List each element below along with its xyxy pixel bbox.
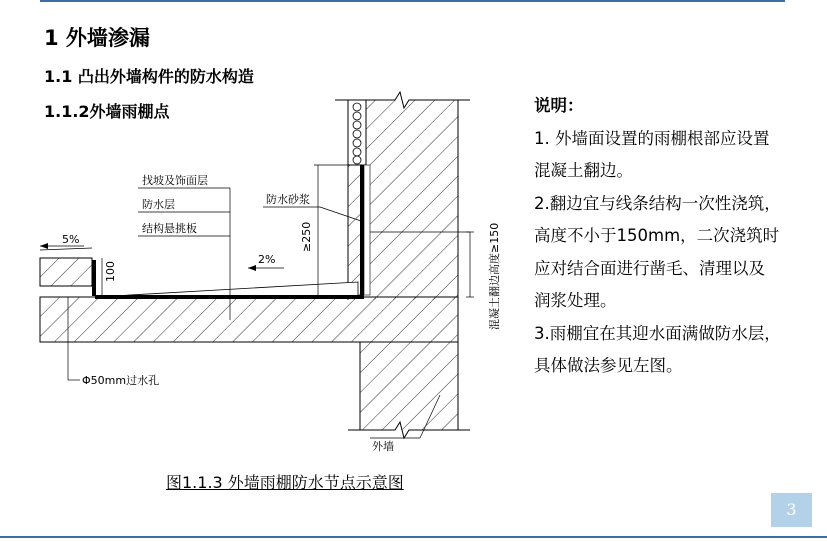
waterproof-mortar-strip — [364, 165, 370, 295]
label-waterproof-layer: 防水层 — [142, 198, 175, 211]
notes-panel — [534, 90, 814, 383]
label-curb-height: 混凝土翻边高度≥150 — [488, 222, 501, 330]
label-height-100: 100 — [104, 261, 117, 282]
section-heading: 1.1 凸出外墙构件的防水构造 — [44, 67, 254, 86]
label-slope-2pct: 2% — [258, 253, 276, 266]
label-slope-layer: 找坡及饰面层 — [142, 174, 208, 187]
notes-line: 高度不小于150mm，二次浇筑时 — [534, 226, 780, 245]
notes-line: 3.雨棚宜在其迎水面满做防水层， — [534, 323, 781, 343]
label-drain-hole: Φ50mm过水孔 — [82, 374, 160, 387]
bottom-accent-bar — [0, 536, 827, 538]
notes-line: 1. 外墙面设置的雨棚根部应设置 — [534, 128, 770, 148]
drain-curb — [40, 248, 102, 297]
notes-line: 具体做法参见左图。 — [534, 356, 683, 375]
insulation-layer — [348, 100, 366, 165]
cantilever-slab — [40, 297, 458, 342]
notes-line: 混凝土翻边。 — [534, 161, 633, 180]
waterproof-layer-line — [95, 165, 362, 297]
notes-line: 应对结合面进行凿毛、清理以及 — [534, 258, 765, 278]
label-slope-5pct: 5% — [62, 233, 80, 246]
height-250-dimension — [314, 165, 350, 297]
exterior-wall-lower — [348, 342, 470, 438]
notes-line: 润浆处理。 — [534, 291, 617, 310]
slope-finish-layer — [95, 282, 358, 297]
page-number-badge: 3 — [771, 493, 812, 527]
label-waterproof-mortar: 防水砂浆 — [266, 193, 310, 206]
notes-line: 2.翻边宜与线条结构一次性浇筑， — [534, 193, 781, 213]
page-title: 1 外墙渗漏 — [44, 26, 150, 50]
label-exterior-wall: 外墙 — [372, 440, 394, 453]
figure-caption: 图1.1.3 外墙雨棚防水节点示意图 — [166, 473, 404, 492]
subsection-heading: 1.1.2外墙雨棚点 — [44, 102, 170, 121]
label-cantilever-slab: 结构悬挑板 — [142, 222, 197, 235]
notes-title: 说明： — [534, 96, 584, 115]
label-height-250: ≥250 — [300, 221, 313, 252]
